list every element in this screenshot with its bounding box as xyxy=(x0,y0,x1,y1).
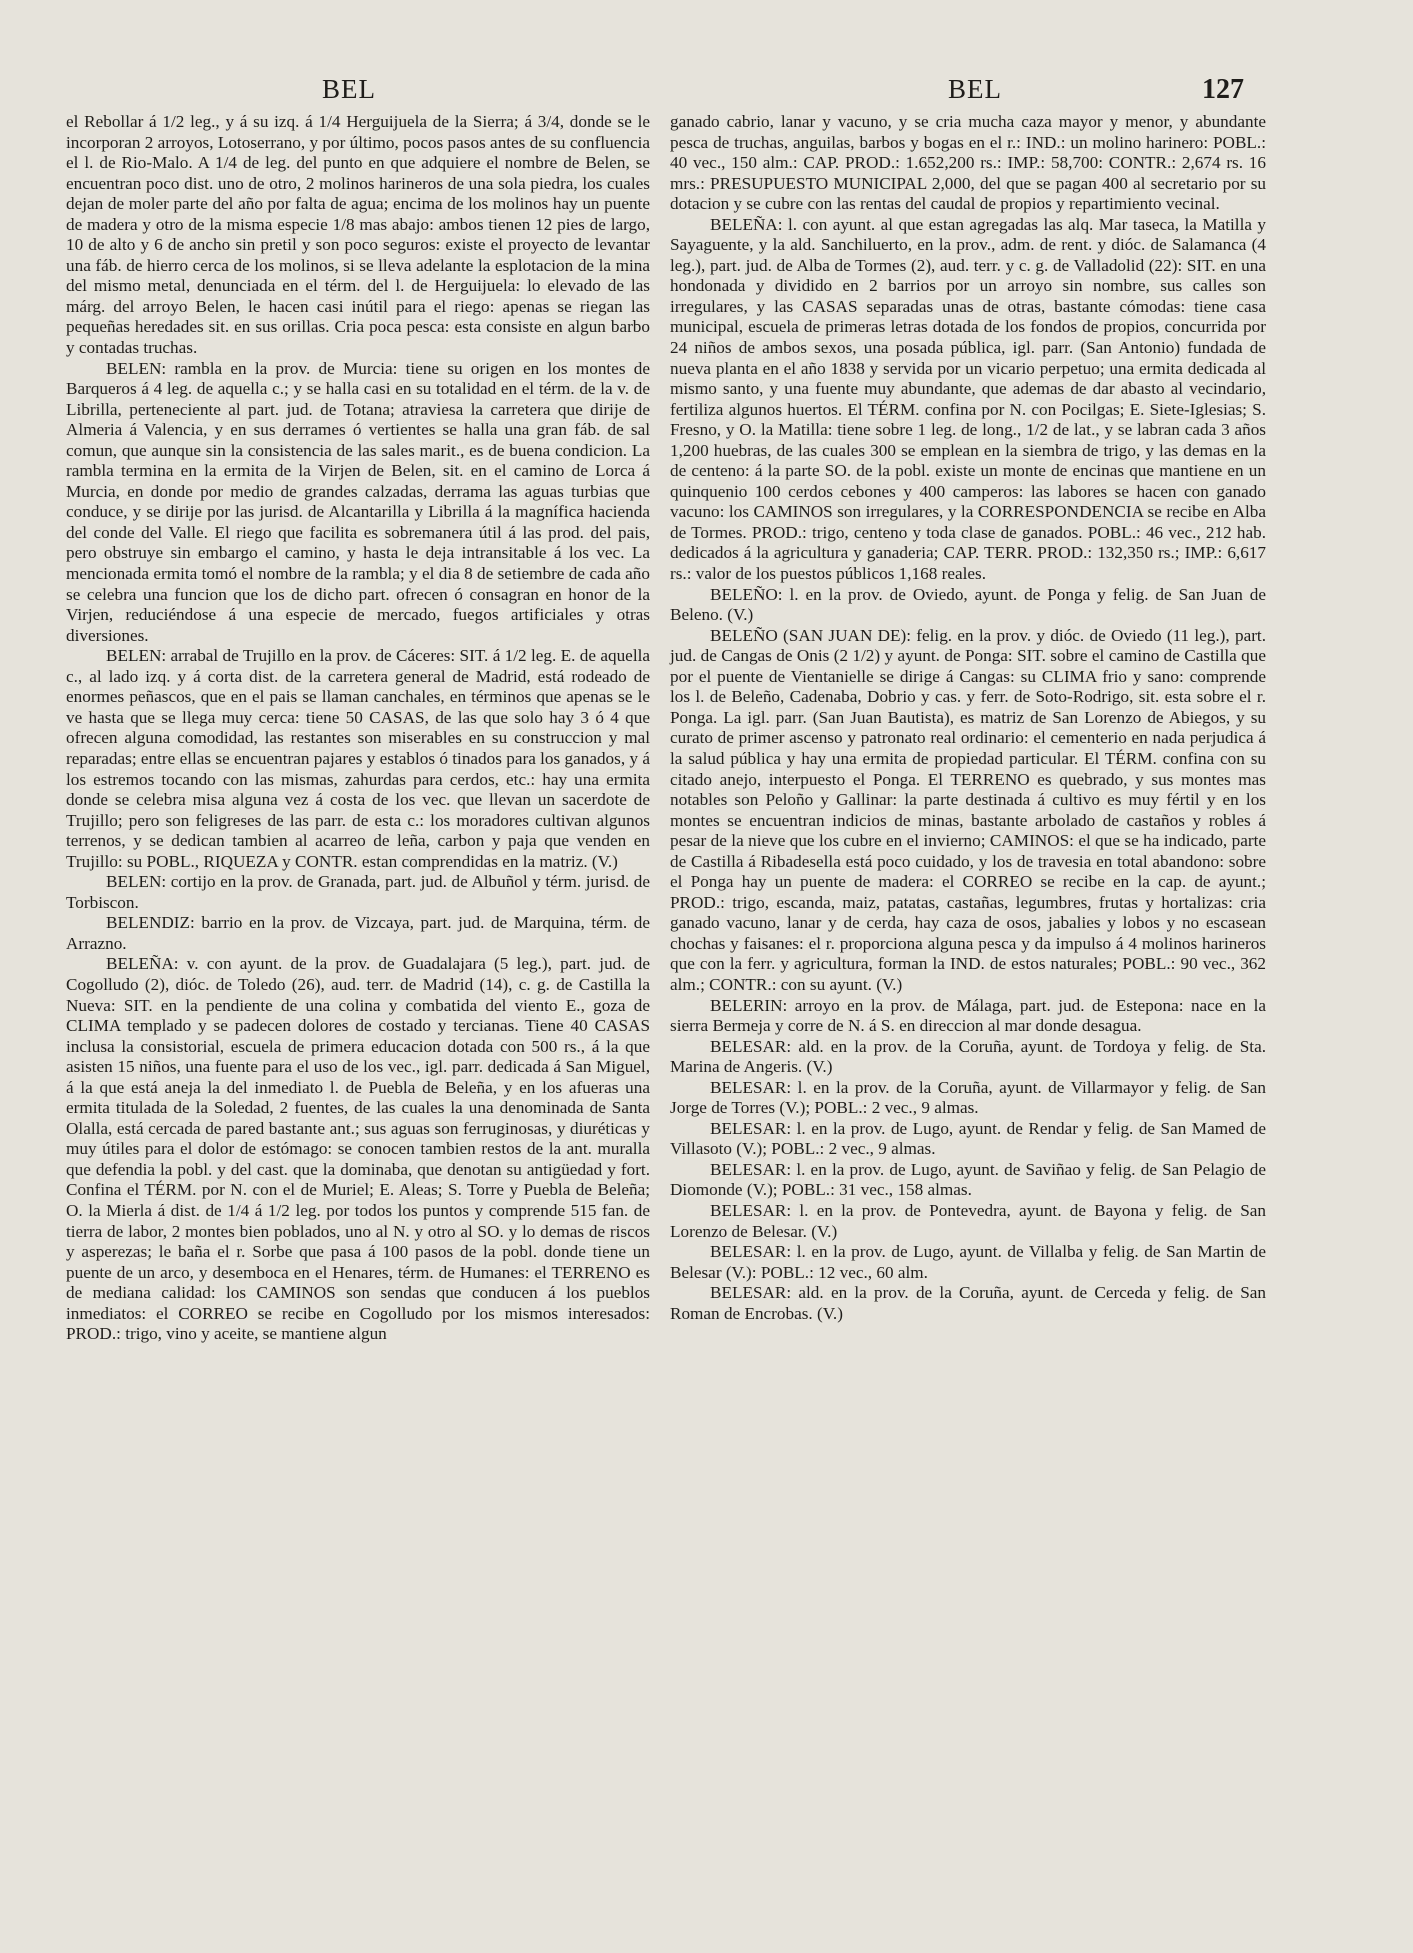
entry-belena-salamanca: BELEÑA: l. con ayunt. al que estan agregadas las alq. Mar taseca, la Matilla y Sayaguente, y la ald. Sanchiluerto, en la prov., adm. de rent. y dióc. de Salamanca (4 leg.), part. jud. de Alba de Tormes (2), aud. terr. y c. g. de Valladolid (22): SIT. en una hondonada y dividido en 2 barrios por un arroyo sin nombre, sus calles son irregulares, y las CASAS separadas unas de otras, bastante cómodas: tiene casa municipal, escuela de primeras letras dotada de los fondos de propios, concurrida por 24 niños de ambos sexos, una posada pública, igl. parr. (San Antonio) fundada de nueva planta en el año 1838 y servida por un vicario perpetuo; una ermita dedicada al mismo santo, y una fuente muy abundante, que ademas de dar abasto al vecindario, fertiliza algunos huertos. El TÉRM. confina por N. con Pocilgas; E. Siete-Iglesias; S. Fresno, y O. la Matilla: tiene sobre 1 leg. de long., 1/2 de lat., y se labran cada 3 años 1,200 huebras, de las cuales 300 se emplean en la siembra de trigo, y las demas en la de centeno: á la parte SO. de la pobl. existe un monte de encinas que mantiene en un quinquenio 100 cerdos cebones y 400 camperos: las labores se hacen con ganado vacuno: los CAMINOS son irregulares, y la CORRESPONDENCIA se recibe en Alba de Tormes. PROD.: trigo, centeno y toda clase de ganados. POBL.: 46 vec., 212 hab. dedicados á la agricultura y ganaderia; CAP. TERR. PROD.: 132,350 rs.; IMP.: 6,617 rs.: valor de los puestos públicos 1,168 reales. xyxy=(670,214,1266,584)
entry-belerin: BELERIN: arroyo en la prov. de Málaga, part. jud. de Estepona: nace en la sierra Bermeja y corre de N. á S. en direccion al mar donde desagua. xyxy=(670,995,1266,1036)
right-running-head: BEL xyxy=(948,74,1002,104)
entry-belesar-4: BELESAR: l. en la prov. de Lugo, ayunt. de Saviñao y felig. de San Pelagio de Diomonde (V.); POBL.: 31 vec., 158 almas. xyxy=(670,1159,1266,1200)
right-column xyxy=(670,112,1266,1324)
page-number: 127 xyxy=(1202,74,1244,105)
left-column xyxy=(66,112,650,1345)
entry-belen-cortijo: BELEN: cortijo en la prov. de Granada, part. jud. de Albuñol y térm. jurisd. de Torbiscon. xyxy=(66,872,650,912)
entry-belesar-3: BELESAR: l. en la prov. de Lugo, ayunt. de Rendar y felig. de San Mamed de Villasoto (V.); POBL.: 2 vec., 9 almas. xyxy=(670,1118,1266,1159)
entry-belesar-6: BELESAR: l. en la prov. de Lugo, ayunt. de Villalba y felig. de San Martin de Belesar (V.): POBL.: 12 vec., 60 alm. xyxy=(670,1242,1266,1282)
entry-belesar-1: BELESAR: ald. en la prov. de la Coruña, ayunt. de Tordoya y felig. de Sta. Marina de Angeris. (V.) xyxy=(670,1036,1266,1077)
entry-belesar-2: BELESAR: l. en la prov. de la Coruña, ayunt. de Villarmayor y felig. de San Jorge de Torres (V.); POBL.: 2 vec., 9 almas. xyxy=(670,1077,1266,1118)
entry-belesar-5: BELESAR: l. en la prov. de Pontevedra, ayunt. de Bayona y felig. de San Lorenzo de Belesar. (V.) xyxy=(670,1200,1266,1241)
entry-belesar-7: BELESAR: ald. en la prov. de la Coruña, ayunt. de Cerceda y felig. de San Roman de Encrobas. (V.) xyxy=(670,1283,1266,1323)
entry-continuation-right: ganado cabrio, lanar y vacuno, y se cria mucha caza mayor y menor, y abundante pesca de truchas, anguilas, barbos y bogas en el r.: IND.: un molino harinero: POBL.: 40 vec., 150 alm.: CAP. PROD.: 1.652,200 rs.: IMP.: 58,700: CONTR.: 2,674 rs. 16 mrs.: PRESUPUESTO MUNICIPAL 2,000, del que se pagan 400 al secretario por su dotacion y se cubre con las rentas del caudal de propios y repartimiento vecinal. xyxy=(670,112,1266,214)
entry-beleno-san-juan: BELEÑO (SAN JUAN DE): felig. en la prov. y dióc. de Oviedo (11 leg.), part. jud. de Cangas de Onis (2 1/2) y ayunt. de Ponga: SIT. sobre el camino de Castilla que por el puente de Vientanielle se dirige á Cangas: su CLIMA frio y sano: comprende los l. de Beleño, Cadenaba, Dobrio y cas. y ferr. de Soto-Rodrigo, sit. esta sobre el r. Ponga. La igl. parr. (San Juan Bautista), es matriz de San Lorenzo de Abiegos, y su curato de primer ascenso y patronato real ordinario: el cementerio en nada perjudica á la salud pública y hay una ermita de propiedad particular. El TÉRM. confina con su citado anejo, interpuesto el Ponga. El TERRENO es quebrado, y sus montes mas notables son Peloño y Gallinar: la parte destinada á cultivo es muy fértil y en los montes se encuentran indicios de minas, bastante arbolado de castaños y robles á pesar de la nieve que los cubre en el invierno; CAMINOS: el que se ha indicado, parte de Castilla á Ribadesella está poco cuidado, y los de travesia en total abandono: sobre el Ponga hay un puente de madera: el CORREO se recibe en la cap. de ayunt.; PROD.: trigo, escanda, maiz, patatas, castañas, legumbres, frutas y hortalizas: cria ganado vacuno, lanar y de cerda, hay caza de osos, jabalies y lobos y no escasean chochas y faisanes: el r. proporciona alguna pesca y da impulso á 4 molinos harineros que con la ferr. y agricultura, forman la IND. de estos naturales; POBL.: 90 vec., 362 alm.; CONTR.: con su ayunt. (V.) xyxy=(670,625,1266,994)
entry-beleno-l: BELEÑO: l. en la prov. de Oviedo, ayunt. de Ponga y felig. de San Juan de Beleno. (V.) xyxy=(670,584,1266,625)
entry-belendiz: BELENDIZ: barrio en la prov. de Vizcaya, part. jud. de Marquina, térm. de Arrazno. xyxy=(66,913,650,953)
entry-belena-guadalajara: BELEÑA: v. con ayunt. de la prov. de Guadalajara (5 leg.), part. jud. de Cogolludo (2), dióc. de Toledo (26), aud. terr. de Madrid (14), c. g. de Castilla la Nueva: SIT. en la pendiente de una colina y combatida del viento E., goza de CLIMA templado y se padecen dolores de costado y tercianas. Tiene 40 CASAS inclusa la consistorial, escuela de primera educacion dotada con 500 rs., á la que asisten 15 niños, una fuente para el uso de los vec., igl. parr. dedicada á San Miguel, á la que está aneja la del inmediato l. de Puebla de Beleña, y en los afueras una ermita titulada de la Soledad, 2 fuentes, de las cuales la una denominada de Santa Olalla, está cercada de pared bastante ant.; sus aguas son ferruginosas, y diuréticas y muy útiles para el dolor de estómago: se conocen tambien restos de la ant. muralla que defendia la pobl. y del cast. que la dominaba, que denotan su antigüedad y fort. Confina el TÉRM. por N. con el de Muriel; E. Aleas; S. Torre y Puebla de Beleña; O. la Mierla á dist. de 1/4 á 1/2 leg. por todos los puntos y comprende 515 fan. de tierra de labor, 2 montes bien poblados, uno al N. y otro al SO. y lo demas de riscos y asperezas; le baña el r. Sorbe que pasa á 100 pasos de la pobl. donde tiene un puente de un arco, y desemboca en el Henares, térm. de Humanes: el TERRENO es de mediana calidad: los CAMINOS son sendas que conducen á los pueblos inmediatos: el CORREO se recibe en Cogolludo por los mismos interesados: PROD.: trigo, vino y aceite, se mantiene algun xyxy=(66,954,650,1344)
column-divider xyxy=(655,112,656,1853)
left-running-head: BEL xyxy=(322,74,376,104)
entry-continuation: el Rebollar á 1/2 leg., y á su izq. á 1/4 Herguijuela de la Sierra; á 3/4, donde se le incorporan 2 arroyos, Lotoserrano, y por último, pocos pasos antes de su confluencia el l. de Rio-Malo. A 1/4 de leg. del punto en que adquiere el nombre de Belen, se encuentran poco dist. uno de otro, 2 molinos harineros de una sola piedra, los cuales dejan de moler parte del año por falta de agua; encima de los molinos hay un puente de madera y otro de la misma especie 1/8 mas abajo: ambos tienen 12 pies de largo, 10 de alto y 6 de ancho sin pretil y son poco seguros: existe el proyecto de levantar una fáb. de hierro cerca de los molinos, si se lleva adelante la esplotacion de la mina del mismo metal, denunciada en el térm. del l. de Herguijuela: lo elevado de las márg. del arroyo Belen, le hacen casi inútil para el riego: apenas se riegan las pequeñas heredades sit. en sus orillas. Cria poca pesca: esta consiste en algun barbo y contadas truchas. xyxy=(66,112,650,358)
running-header xyxy=(60,74,1263,114)
entry-belen-rambla: BELEN: rambla en la prov. de Murcia: tiene su origen en los montes de Barqueros á 4 leg. de aquella c.; y se halla casi en su totalidad en el térm. de la v. de Librilla, perteneciente al part. jud. de Totana; atraviesa la carretera que dirije de Almeria á Valencia, y en sus derrames ó vertientes se halla una gran fáb. de sal comun, que aunque sin la consistencia de las sales marit., es de buena condicion. La rambla termina en la ermita de la Virjen de Belen, sit. en el camino de Lorca á Murcia, en donde por medio de grandes calzadas, derrama las aguas turbias que conduce, y se dirije por las jurisd. de Alcantarilla y Librilla á la magnífica hacienda del conde del Valle. El riego que facilita es sobremanera útil á las prod. del pais, pero obstruye sin embargo el camino, y hasta le deja intransitable á los vec. La mencionada ermita tomó el nombre de la rambla; y el dia 8 de setiembre de cada año se celebra una funcion que los de dicho part. ofrecen ó consagran en honor de la Virjen, reduciéndose á una especie de mercado, fuegos artificiales y otras diversiones. xyxy=(66,358,650,645)
entry-belen-arrabal: BELEN: arrabal de Trujillo en la prov. de Cáceres: SIT. á 1/2 leg. E. de aquella c., al lado izq. y á corta dist. de la carretera general de Madrid, está rodeado de enormes peñascos, que en el pais se llaman canchales, en términos que apenas se le ve hasta que se llega muy cerca: tiene 50 CASAS, de las que solo hay 3 ó 4 que ofrecen alguna comodidad, las restantes son miserables en su construccion y mal reparadas; entre ellas se encuentran pajares y establos ó tinados para los ganados, y á los estremos tocando con las mismas, zahurdas para cerdos, etc.: hay una ermita donde se celebra misa alguna vez á costa de los vec. que llevan un sacerdote de Trujillo; pero son feligreses de las parr. de esta c.: los moradores cultivan algunos terrenos, y se dedican tambien al acarreo de leña, carbon y paja que venden en Trujillo: su POBL., RIQUEZA y CONTR. estan comprendidas en la matriz. (V.) xyxy=(66,646,650,871)
